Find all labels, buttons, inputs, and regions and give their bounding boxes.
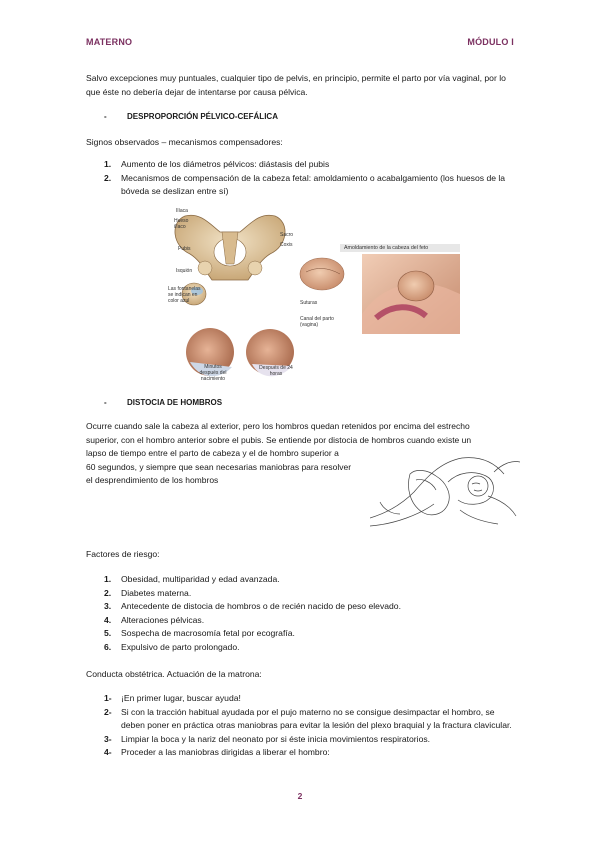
risk-heading: Factores de riesgo:: [86, 549, 160, 559]
list-number: 1-: [104, 693, 112, 703]
list-number: 2-: [104, 706, 112, 717]
list-text: Expulsivo de parto prolongado.: [121, 641, 240, 652]
list-text: Proceder a las maniobras dirigidas a liberar el hombro:: [121, 747, 330, 758]
list-item: [86, 733, 518, 747]
list-item: [86, 692, 518, 706]
text-line: el desprendimiento de los hombros: [86, 475, 219, 486]
list-item: [86, 600, 518, 614]
list-number: 4.: [104, 614, 112, 625]
list-item: [86, 587, 518, 601]
list-text: Limpiar la boca y la nariz del neonato por si éste inicia movimientos respiratorios.: [121, 733, 431, 744]
list-item: [86, 573, 518, 587]
label-coxis: Coxis: [280, 242, 293, 248]
section-dash: -: [104, 398, 107, 407]
list-number: 2.: [104, 587, 112, 598]
list-number: 1.: [104, 159, 112, 169]
header-right: MÓDULO I: [467, 37, 514, 47]
text-line: superior, con el hombro anterior sobre el pubis. Se entiende por distocia de hombros cuando existe un: [86, 434, 472, 445]
list-number: 6.: [104, 641, 112, 652]
section-title-dpc: [104, 110, 278, 124]
list-item: [86, 158, 518, 172]
list-text: Mecanismos de compensación de la cabeza fetal: amoldamiento o acabalgamiento (los huesos de la bóveda se deslizan entre sí): [121, 172, 506, 197]
list-item: [86, 614, 518, 628]
text-line: lapso de tiempo entre el parto de cabeza y el de hombro superior a: [86, 448, 339, 459]
text-line: 60 segundos, y siempre que sean necesarias maniobras para resolver: [86, 461, 352, 472]
list-text: Sospecha de macrosomía fetal por ecografía.: [121, 628, 295, 639]
list-item: [86, 706, 518, 733]
list-text: ¡En primer lugar, buscar ayuda!: [121, 693, 241, 703]
intro-paragraph: Salvo excepciones muy puntuales, cualquier tipo de pelvis, en principio, permite el parto por vía vaginal, por lo que éste no debería dejar de intentarse por causa pélvica.: [86, 73, 506, 97]
list-item: [86, 641, 518, 655]
section-title-dystocia: [104, 396, 222, 410]
list-number: 3-: [104, 733, 112, 744]
list-number: 1.: [104, 574, 112, 584]
label-fontanelle-note: Las fontanelas se indican en color azul: [168, 286, 201, 304]
list-text: Alteraciones pélvicas.: [121, 614, 205, 625]
signs-list: [86, 158, 518, 199]
label-pubis: Pubis: [178, 246, 191, 252]
conduct-list: [86, 692, 518, 760]
label-sacro: Sacro: [280, 232, 294, 238]
label-hueso-iliaco: Hueso ilíaco: [174, 218, 189, 230]
label-sutures: Suturas: [300, 300, 318, 306]
list-text: Si con la tracción habitual ayudada por el pujo materno no se consigue desimpactar el hombro, se deben poner en práctica otras maniobras para evitar la lesión del plexo braquial y la fractura clavicular.: [121, 706, 512, 731]
list-text: Aumento de los diámetros pélvicos: diástasis del pubis: [121, 159, 330, 169]
dystocia-figure: [370, 452, 520, 532]
molding-figure: [296, 244, 460, 336]
list-text: Antecedente de distocia de hombros o de recién nacido de peso elevado.: [121, 601, 401, 612]
section-title-text: DESPROPORCIÓN PÉLVICO-CEFÁLICA: [127, 112, 278, 121]
page-number: 2: [297, 791, 303, 801]
signs-heading: Signos observados – mecanismos compensadores:: [86, 137, 283, 147]
list-number: 4-: [104, 747, 112, 758]
label-canal: Canal del parto (vagina): [300, 316, 334, 328]
list-item: [86, 627, 518, 641]
label-isquion: Isquión: [176, 268, 193, 274]
list-item: [86, 746, 518, 760]
list-number: 2.: [104, 172, 112, 183]
header-left: MATERNO: [86, 37, 133, 47]
label-iliaca: Ilíaca: [176, 208, 188, 214]
list-item: [86, 172, 518, 199]
risk-list: [86, 573, 518, 655]
label-baby-minutes: Minutos después del nacimiento: [199, 364, 227, 382]
dystocia-illustration: [370, 452, 520, 532]
list-number: 5.: [104, 628, 112, 639]
section-dash: -: [104, 112, 107, 121]
label-baby-24h: Después de 24 horas: [259, 365, 293, 377]
section-title-text: DISTOCIA DE HOMBROS: [127, 398, 223, 407]
text-line: Ocurre cuando sale la cabeza al exterior, pero los hombros quedan retenidos por encima del estrecho: [86, 421, 470, 431]
list-text: Obesidad, multiparidad y edad avanzada.: [121, 574, 280, 584]
pelvis-figure: [160, 202, 300, 382]
list-number: 3.: [104, 601, 112, 612]
label-molding-title: Amoldamiento de la cabeza del feto: [344, 245, 429, 251]
conduct-heading: Conducta obstétrica. Actuación de la matrona:: [86, 669, 262, 679]
list-text: Diabetes materna.: [121, 587, 192, 598]
